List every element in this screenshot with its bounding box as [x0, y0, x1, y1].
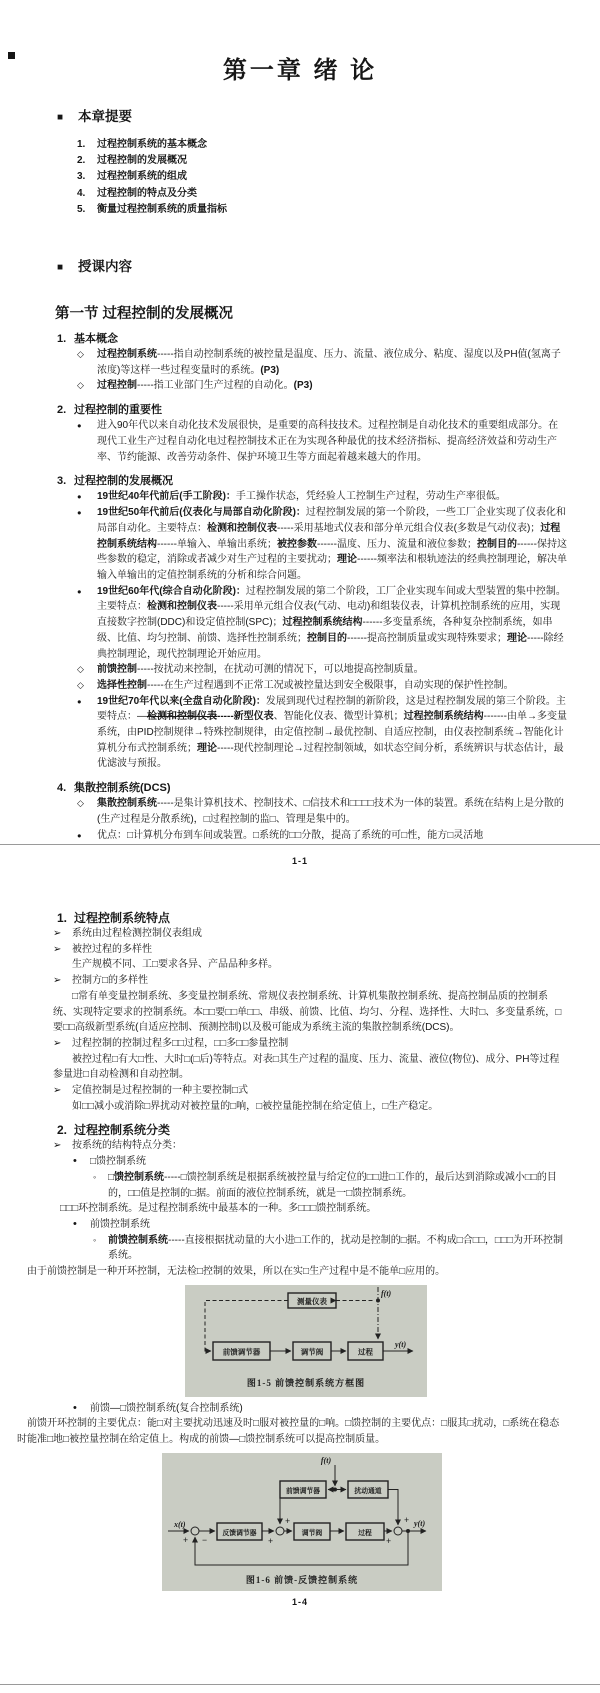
text-run: (P3) — [260, 364, 280, 376]
text-run: 控制目的 — [307, 632, 347, 644]
fig15-ff-label: 前馈调节器 — [222, 1347, 261, 1357]
fig16-ft-label: f(t) — [320, 1455, 332, 1465]
bullet-item — [77, 828, 567, 844]
heading-number: 4. — [57, 782, 67, 795]
list-item-number: 2. — [77, 155, 86, 167]
heading-number: 3. — [57, 475, 67, 488]
text-run: 定值控制是过程控制的一种主要控制□式 — [72, 1085, 249, 1097]
bullet-text — [97, 378, 567, 394]
fig16-sum2-plus-left: + — [268, 1535, 274, 1546]
bullet-item — [77, 378, 567, 394]
bullet-item — [77, 662, 567, 678]
text-run: 选择性控制 — [97, 679, 147, 691]
bullet-marker-icon: • — [73, 1217, 77, 1230]
bullet-marker-icon: • — [73, 1401, 77, 1414]
heading-text: 集散控制系统(DCS) — [74, 782, 171, 795]
list-item — [77, 137, 565, 153]
text-run: 手工操作状态，凭经验人工控制生产过程，劳动生产率很低。 — [235, 491, 506, 503]
fig15-yt-label: y(t) — [395, 1339, 407, 1349]
list-item — [77, 153, 565, 169]
text-run: ------单输入、单输出系统； — [157, 538, 277, 550]
bullet-marker-icon: ● — [77, 830, 82, 840]
text-run: 被控过程的多样性 — [72, 943, 152, 955]
numbered-heading — [57, 331, 565, 347]
list-item — [77, 186, 565, 202]
text-run: 发展到现代过程控制的新阶段，这是过程控制发展的第三个阶段。主要特点：— — [97, 695, 566, 723]
ordered-list — [0, 137, 600, 218]
text-run: 19世纪60年代(综合自动化阶段)： — [97, 585, 246, 597]
bullet-text — [72, 1083, 567, 1099]
fig16-top-junction-dot — [333, 1487, 337, 1491]
figure-1-5-feedforward-block-diagram — [185, 1285, 427, 1397]
page-number: 1-4 — [291, 1596, 308, 1607]
page-break-line-2 — [0, 1684, 600, 1685]
figure-1-6-feedforward-feedback-diagram — [162, 1453, 442, 1591]
fig15-measure-label: 测量仪表 — [297, 1296, 327, 1306]
text-run: 过程控制系统结构 — [282, 617, 363, 629]
fig16-fb-label: 反馈调节器 — [222, 1529, 257, 1537]
bullet-item — [73, 1217, 567, 1233]
bullet-text — [97, 796, 567, 827]
text-run: □馈控制系统 — [90, 1156, 147, 1168]
section-heading: 第一节 过程控制的发展概况 — [55, 306, 234, 323]
text-run: 理论 — [506, 632, 527, 644]
paragraph — [17, 1416, 567, 1447]
text-run: 进入90年代以来自动化技术发展很快，是重要的高科技技术。过程控制是自动化技术的重要组成部分。在现代工业生产过程自动化电过程控制技术正在为实现各种最优的技术经济指标、提高经济效益和劳动生产率、节约能源、改善劳动条件、保护环境卫生等方面起着越来越大的作用。 — [97, 420, 559, 463]
text-run: -----现代控制理论→过程控制领域，如状态空间分析，系统辨识与状态估计，最优滤波与预报。 — [97, 742, 564, 770]
bullet-text — [97, 505, 567, 584]
bullet-item — [53, 942, 567, 958]
heading-text: 授课内容 — [78, 259, 133, 275]
text-run: -----新型仪表 — [217, 711, 274, 723]
text-run: -----指自动控制系统的被控量是温度、压力、流量、液位成分、粘度、湿度以及PH值(氢离子浓度)等这样一些过程变量时的系统。 — [97, 349, 561, 376]
bullet-item — [53, 1083, 567, 1099]
list-item — [77, 202, 565, 218]
text-run: 集散控制系统 — [97, 798, 157, 810]
heading-text: 过程控制系统特点 — [74, 911, 171, 925]
numbered-heading — [57, 910, 565, 926]
square-bullet-icon: ■ — [57, 262, 64, 274]
list-item-text: 过程控制的发展概况 — [97, 155, 187, 167]
text-run: -----按扰动来控制，在扰动可测的情况下，可以地提高控制质量。 — [137, 664, 424, 676]
bullet-marker-icon: ● — [77, 586, 82, 596]
bullet-text — [72, 942, 567, 958]
text-run: -----是集计算机技术、控制技术、□信技术和□□□□技术为一体的装置。系统在结构上是分散的(生产过程是分散系统)，□过程控制的监□、管理是集中的。 — [97, 798, 564, 825]
text-run: 过程控制系统结构 — [97, 522, 561, 550]
bullet-text — [97, 678, 567, 694]
bullet-marker-icon: ➢ — [53, 1140, 62, 1152]
heading-number: 1. — [57, 333, 67, 346]
heading-text: 过程控制的发展概况 — [74, 475, 173, 488]
bullet-marker-icon: ◇ — [77, 349, 84, 360]
bullet-text — [72, 1138, 567, 1154]
bullet-text — [72, 926, 567, 942]
bullet-marker-icon: ● — [77, 421, 82, 431]
bullet-item — [53, 973, 567, 989]
text-run: 优点：□计算机分布到车间或装置。□系统的□□分散，提高了系统的可□性，能方□灵活地 — [97, 829, 484, 841]
bullet-item — [77, 584, 567, 663]
text-run: 被控过程□有大□性、大时□(□后)等特点。对表□其生产过程的温度、压力、流量、液位(物位)、成分、PH等过程参量进□自动检测和自动控制。 — [53, 1053, 560, 1081]
bullet-item — [93, 1170, 567, 1201]
paragraph — [53, 989, 567, 1036]
bullet-item — [53, 1036, 567, 1052]
bullet-text — [97, 662, 567, 678]
bullet-marker-icon: ➢ — [53, 928, 62, 939]
bullet-item — [77, 505, 567, 584]
text-run: 过程控制 — [97, 380, 137, 392]
fig16-dist-label: 扰动通道 — [354, 1487, 382, 1495]
text-run: 19世纪40年代前后(手工阶段)： — [97, 491, 236, 503]
bullet-marker-icon: ➢ — [53, 1085, 62, 1097]
bullet-item — [53, 926, 567, 942]
list-item-number: 5. — [77, 203, 86, 215]
text-run: 过程控制发展的第一个阶段，一些工厂企业实现了仪表化和局部自动化。主要特点： — [97, 507, 566, 534]
text-run: 前馈控制系统 — [108, 1234, 168, 1246]
fig16-sum3-plus-top: + — [404, 1514, 410, 1525]
text-run: 前馈控制系统 — [90, 1218, 150, 1230]
bullet-text — [97, 489, 567, 505]
text-run: □□□环控制系统。是过程控制系统中最基本的一种。多□□□馈控制系统。 — [60, 1203, 377, 1215]
square-heading — [57, 105, 600, 125]
list-item — [77, 169, 565, 185]
bullet-text — [97, 347, 567, 378]
numbered-heading — [57, 1122, 565, 1138]
text-run: 如□□减小或消除□界扰动对被控量的□响，□被控量能控制在给定值上，□生产稳定。 — [72, 1100, 439, 1112]
numbered-heading — [57, 402, 565, 418]
heading-text: 过程控制系统分类 — [74, 1123, 171, 1138]
bullet-item — [77, 678, 567, 694]
text-run: 19世纪50年代前后(仪表化与局部自动化阶段)： — [97, 507, 306, 519]
paragraph — [53, 1052, 567, 1083]
list-item-text: 过程控制系统的组成 — [97, 171, 187, 183]
text-run: 检测和控制仪表 — [147, 711, 217, 723]
bullet-item — [53, 1138, 567, 1154]
text-run: ------保持这些参数的稳定，消除或者减少对生产过程的主要扰动； — [97, 538, 567, 566]
figure-wrapper — [185, 1285, 600, 1397]
bullet-marker-icon: ◇ — [77, 679, 84, 690]
text-run: (P3) — [293, 380, 313, 392]
fig16-yt-label: y(t) — [414, 1518, 426, 1528]
text-run: □馈控制系统 — [108, 1171, 165, 1183]
paragraph — [17, 1264, 567, 1280]
fig16-process-label: 过程 — [358, 1529, 372, 1537]
numbered-heading — [57, 780, 565, 796]
fig15-ft-label: f(t) — [381, 1288, 392, 1298]
fig16-ff-label: 前馈调节器 — [286, 1487, 320, 1495]
text-run: -----直接根据扰动量的大小进□工作的，扰动是控制的□据。不构成□合□□，□□□为开环控制系统。 — [108, 1234, 563, 1262]
bullet-marker-icon: ◦ — [93, 1234, 97, 1245]
fig16-sum1-minus: − — [202, 1534, 208, 1545]
heading-number: 1. — [57, 911, 68, 925]
text-run: 生产规模不同、工□要求各异、产品品种多样。 — [72, 959, 279, 971]
bullet-marker-icon: ➢ — [53, 943, 62, 955]
text-run: 由于前馈控制是一种开环控制，无法检□控制的效果，所以在实□生产过程中是不能单□应用的。 — [27, 1266, 446, 1278]
fig16-sum3-plus-left: + — [386, 1535, 392, 1546]
bullet-text — [72, 973, 567, 989]
list-item-text: 过程控制系统的基本概念 — [97, 139, 207, 150]
text-run: □常有单变量控制系统、多变量控制系统、常规仪表控制系统、计算机集散控制系统、提高控制品质的控制系统、实现特定要求的控制系统。本□□要□□单□□、串级、前馈、比值、均匀、分程、选择性、大时□、多变量系统，□要□□高级新型系统(自适应控制、预测控制)以及极可能成为系统主流的集散控制系统(DCS)。 — [53, 990, 562, 1034]
bullet-text — [97, 828, 567, 844]
text-run: 过程控制系统 — [97, 349, 157, 361]
bullet-item — [77, 694, 567, 773]
square-bullet-icon: ■ — [57, 112, 64, 123]
fig15-process-label: 过程 — [358, 1347, 373, 1357]
bullet-text — [97, 584, 567, 663]
text-run: 理论 — [197, 742, 217, 754]
text-run: 检测和控制仪表 — [147, 601, 217, 613]
bullet-marker-icon: ◇ — [77, 798, 84, 809]
text-run: 控制方□的多样性 — [72, 975, 149, 987]
text-run: -----指工业部门生产过程的自动化。 — [137, 380, 294, 392]
text-run: ------温度、压力、流量和液位参数； — [316, 538, 477, 550]
bullet-item — [77, 796, 567, 827]
bullet-text — [97, 418, 567, 465]
bullet-marker-icon: ◇ — [77, 380, 84, 391]
text-run: 前馈—□馈控制系统(复合控制系统) — [90, 1402, 243, 1414]
bullet-marker-icon: ◇ — [77, 664, 84, 675]
text-run: ------提高控制质量或实现特殊要求； — [347, 632, 507, 644]
square-heading — [57, 255, 600, 275]
fig16-scan-background — [162, 1453, 442, 1591]
bullet-text — [108, 1233, 567, 1264]
fig16-valve-label: 调节阀 — [301, 1529, 323, 1537]
bullet-marker-icon: • — [73, 1155, 77, 1168]
bullet-marker-icon: ● — [77, 492, 82, 502]
bullet-text — [72, 1036, 567, 1052]
text-run: -----除经典控制理论，现代控制理论开始应用。 — [97, 632, 564, 660]
heading-text: 过程控制的重要性 — [74, 404, 162, 417]
bullet-text — [90, 1401, 567, 1417]
paragraph — [60, 1201, 567, 1217]
bullet-text — [90, 1154, 567, 1170]
text-run: 、智能化仪表、微型计算机； — [273, 711, 404, 723]
bullet-marker-icon: ◦ — [93, 1171, 97, 1182]
text-run: -----在生产过程遇到不正常工况或被控量达到安全极限事，自动实现的保护性控制。 — [147, 679, 514, 691]
heading-text: 基本概念 — [74, 333, 118, 346]
bullet-item — [77, 418, 567, 465]
list-item-number: 1. — [77, 139, 86, 150]
text-run: 控制目的 — [476, 538, 517, 550]
fig16-sum1-plus: + — [183, 1534, 189, 1545]
text-run: 系统由过程检测控制仪表组成 — [72, 928, 202, 939]
paragraph — [53, 1099, 567, 1115]
list-item-number: 4. — [77, 187, 86, 199]
page-number: 1-1 — [291, 855, 308, 866]
list-item-number: 3. — [77, 171, 86, 183]
text-run: 被控参数 — [276, 538, 317, 550]
bullet-item — [73, 1154, 567, 1170]
text-run: -----□馈控制系统是根据系统被控量与给定位的□□进□工作的，最后达到消除或减小□□的目的，□□值是控制的□据。前面的液位控制系统，就是一□馈控制系统。 — [108, 1171, 557, 1199]
list-item-text: 衡量过程控制系统的质量指标 — [97, 203, 227, 215]
fig15-caption: 图1-5 前馈控制系统方框图 — [246, 1377, 366, 1388]
text-run: 检测和控制仪表 — [207, 522, 277, 534]
text-run: -----采用单元组合仪表(气动、电动)和组装仪表，计算机控制系统的应用，实现直接数字控制(DDC)和设定值控制(SPC)； — [97, 601, 561, 629]
fig15-junction-dot — [376, 1298, 380, 1302]
text-run: 19世纪70年代以来(全盘自动化阶段)： — [97, 695, 266, 707]
page-break-line-1 — [0, 844, 600, 845]
text-run: 过程控制发展的第二个阶段，工厂企业实现车间或大型装置的集中控制。主要特点： — [97, 585, 566, 613]
text-run: -----采用基地式仪表和部分单元组合仪表(多数是气动仪表)； — [277, 522, 541, 534]
bullet-item — [77, 489, 567, 505]
fig16-caption: 图1-6 前馈-反馈控制系统 — [245, 1574, 359, 1585]
text-run: 过程控制的控制过程多□□过程，□□多□□参量控制 — [72, 1037, 289, 1049]
bullet-item — [73, 1401, 567, 1417]
bullet-text — [90, 1217, 567, 1233]
paragraph — [72, 957, 567, 973]
bullet-marker-icon: ● — [77, 696, 82, 706]
heading-number: 2. — [57, 404, 67, 417]
text-run: 前馈开环控制的主要优点：能□对主要扰动迅速及时□服对被控量的□响。□馈控制的主要优点：□服其□扰动，□系统在稳态时能准□地□被控量控制在给定值上。构成的前馈—□馈控制系统可以提高控制质量。 — [17, 1418, 560, 1446]
text-run: ------频率法和根轨迹法的经典控制理论，解决单输入单输出的定值控制系统的分析和综合问题。 — [97, 554, 567, 582]
fig16-sum2-plus-top: + — [285, 1515, 291, 1526]
text-run: 过程控制系统结构 — [403, 711, 484, 723]
page-2 — [0, 902, 600, 1607]
bullet-marker-icon: ➢ — [53, 1037, 62, 1049]
page-title: 第一章 绪 论 — [222, 57, 378, 84]
text-run: -------由单→多变量系统，由PID控制规律→特殊控制规律，由定值控制→最优控制、自适应控制，由仪表控制系统→智能化计算机分布式控制系统； — [97, 711, 567, 754]
bullet-item — [77, 347, 567, 378]
bullet-text — [108, 1170, 567, 1201]
bullet-marker-icon: ● — [77, 508, 82, 518]
text-run: 按系统的结构特点分类： — [72, 1140, 182, 1152]
fig15-valve-label: 调节阀 — [300, 1347, 324, 1357]
figure-wrapper — [162, 1453, 600, 1591]
heading-text: 本章提要 — [78, 109, 133, 124]
text-run: 前馈控制 — [97, 664, 137, 676]
text-run: 理论 — [337, 554, 357, 566]
bullet-item — [93, 1233, 567, 1264]
heading-number: 2. — [57, 1123, 68, 1138]
fig16-xt-label: x(t) — [174, 1519, 186, 1529]
list-item-text: 过程控制的特点及分类 — [97, 187, 197, 199]
bullet-text — [97, 694, 567, 773]
text-run: ------多变量系统，各种复杂控制系统，如串级、比值、均匀控制、前馈、选择性控制系统； — [97, 617, 553, 644]
numbered-heading — [57, 473, 565, 489]
bullet-marker-icon: ➢ — [53, 975, 62, 987]
